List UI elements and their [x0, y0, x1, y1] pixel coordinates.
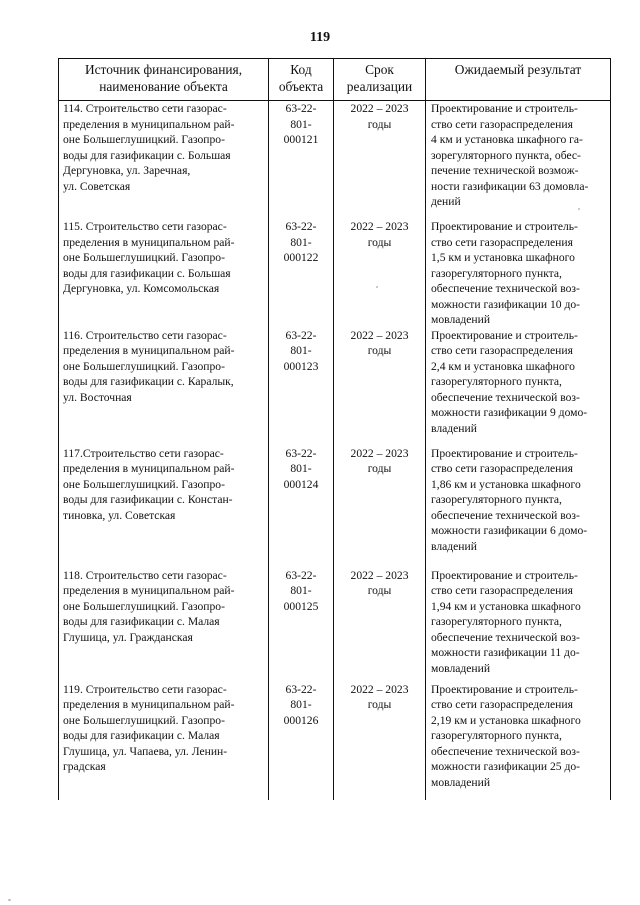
term-cell: 2022 – 2023 годы: [334, 446, 426, 568]
header-term: Срок реализации: [334, 59, 426, 101]
header-code: Код объекта: [269, 59, 334, 101]
result-cell: Проектирование и строитель- ство сети газораспределения 1,86 км и установка шкафного газорегуляторного пункта, обеспечение технической воз- можности газификации 6 домо- владений: [426, 446, 611, 568]
result-cell: Проектирование и строитель- ство сети газораспределения 2,19 км и установка шкафного газорегуляторного пункта, обеспечение технической воз- можности газификации 25 до- мовладений: [426, 682, 611, 800]
result-cell: Проектирование и строитель- ство сети газораспределения 1,94 км и установка шкафного газорегуляторного пункта, обеспечение технической воз- можности газификации 11 до- мовладений: [426, 568, 611, 682]
object-code-cell: 63-22- 801- 000121: [269, 101, 334, 220]
object-code-cell: 63-22- 801- 000125: [269, 568, 334, 682]
table-row: [59, 568, 611, 682]
table-header-row: [59, 59, 611, 101]
object-name-cell: 114. Строительство сети газорас- пределения в муниципальном рай- оне Большеглушицкий. Газопро- воды для газификации с. Большая Дергуновка, ул. Заречная, ул. Советская: [59, 101, 269, 220]
term-cell: 2022 – 2023 годы: [334, 568, 426, 682]
object-name-cell: 118. Строительство сети газорас- пределения в муниципальном рай- оне Большеглушицкий. Газопро- воды для газификации с. Малая Глушица, ул. Гражданская: [59, 568, 269, 682]
table-row: [59, 682, 611, 800]
term-cell: 2022 – 2023 годы: [334, 101, 426, 220]
object-name-cell: 115. Строительство сети газорас- пределения в муниципальном рай- оне Большеглушицкий. Газопро- воды для газификации с. Большая Дергуновка, ул. Комсомольская: [59, 219, 269, 328]
object-name-cell: 117.Строительство сети газорас- пределения в муниципальном рай- оне Большеглушицкий. Газопро- воды для газификации с. Констан- тиновка, ул. Советская: [59, 446, 269, 568]
result-cell: Проектирование и строитель- ство сети газораспределения 1,5 км и установка шкафного газорегуляторного пункта, обеспечение технической воз- можности газификации 10 до- мовладений: [426, 219, 611, 328]
object-code-cell: 63-22- 801- 000124: [269, 446, 334, 568]
header-result: Ожидаемый результат: [426, 59, 611, 101]
object-code-cell: 63-22- 801- 000122: [269, 219, 334, 328]
table-row: [59, 101, 611, 220]
result-cell: Проектирование и строитель- ство сети газораспределения 2,4 км и установка шкафного газорегуляторного пункта, обеспечение технической воз- можности газификации 9 домо- владений: [426, 328, 611, 446]
object-code-cell: 63-22- 801- 000123: [269, 328, 334, 446]
term-cell: 2022 – 2023 годы: [334, 328, 426, 446]
table-row: [59, 219, 611, 328]
term-cell: 2022 – 2023 годы: [334, 219, 426, 328]
object-name-cell: 116. Строительство сети газорас- пределения в муниципальном рай- оне Большеглушицкий. Газопро- воды для газификации с. Каралык, ул. Восточная: [59, 328, 269, 446]
header-source: Источник финансирования, наименование объекта: [59, 59, 269, 101]
scan-speck: [376, 286, 378, 288]
scan-speck: [578, 208, 580, 210]
scan-speck: [8, 899, 11, 901]
term-cell: 2022 – 2023 годы: [334, 682, 426, 800]
table-row: [59, 446, 611, 568]
financing-table: [58, 58, 611, 800]
table-row: [59, 328, 611, 446]
page-number: 119: [309, 30, 331, 45]
result-cell: Проектирование и строитель- ство сети газораспределения 4 км и установка шкафного га- зорегуляторного пункта, обес- печение технической возмож- ности газификации 63 домовла- дений: [426, 101, 611, 220]
object-code-cell: 63-22- 801- 000126: [269, 682, 334, 800]
object-name-cell: 119. Строительство сети газорас- пределения в муниципальном рай- оне Большеглушицкий. Газопро- воды для газификации с. Малая Глушица, ул. Чапаева, ул. Ленин- градская: [59, 682, 269, 800]
